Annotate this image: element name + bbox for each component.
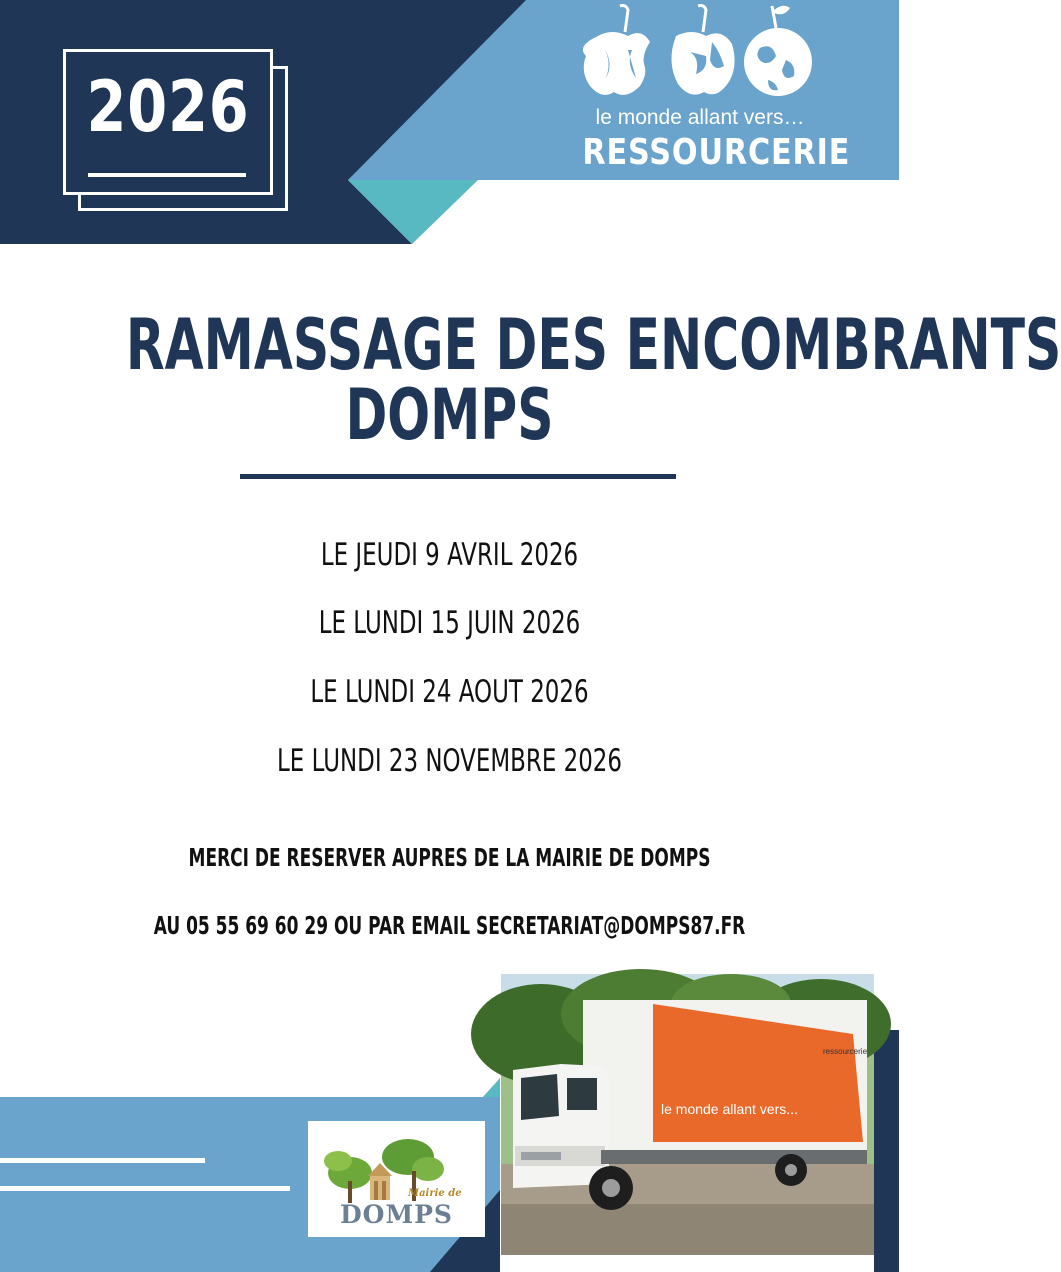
page-title-line1: RAMASSAGE DES ENCOMBRANTS <box>125 304 1061 386</box>
collection-date-2: LE LUNDI 15 JUIN 2026 <box>318 605 581 641</box>
page-title-line2: DOMPS <box>345 374 554 456</box>
year-underline <box>88 173 246 177</box>
truck-brand: ressourcerie <box>823 1047 868 1056</box>
collection-date-4: LE LUNDI 23 NOVEMBRE 2026 <box>276 743 623 779</box>
title-divider <box>240 474 676 479</box>
truck-slogan: le monde allant vers... <box>661 1101 798 1117</box>
mairie-logo-name: DOMPS <box>340 1200 453 1229</box>
collection-date-3: LE LUNDI 24 AOUT 2026 <box>310 674 589 710</box>
booking-contact: AU 05 55 69 60 29 OU PAR EMAIL SECRETARIAT@DOMPS87.FR <box>153 911 746 940</box>
footer-teal-accent <box>482 1078 500 1098</box>
footer-navy-strip <box>874 1030 899 1272</box>
logo-name: RESSOURCERIE <box>582 132 851 173</box>
mairie-logo-small-text: Mairie de <box>408 1188 462 1199</box>
year-label: 2026 <box>86 66 250 148</box>
logo-tagline: le monde allant vers… <box>595 106 805 129</box>
collection-date-1: LE JEUDI 9 AVRIL 2026 <box>320 537 579 573</box>
truck-photo <box>501 974 874 1255</box>
booking-instruction: MERCI DE RESERVER AUPRES DE LA MAIRIE DE DOMPS <box>188 843 711 872</box>
footer-line-1 <box>0 1158 205 1163</box>
footer-line-2 <box>0 1186 290 1191</box>
